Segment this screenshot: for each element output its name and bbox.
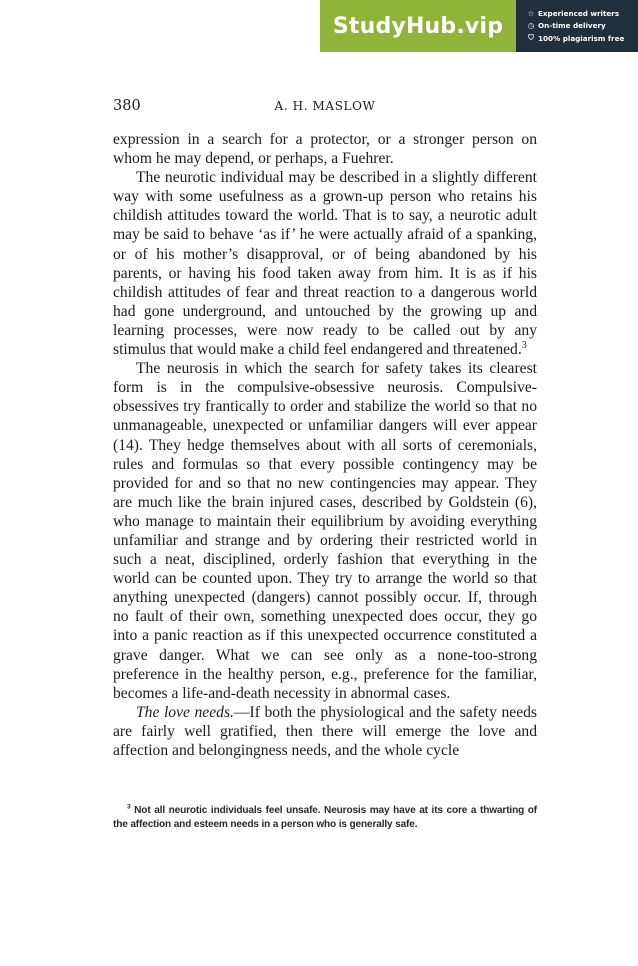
page-header [113,98,537,116]
feature-label: Experienced writers [538,9,620,18]
paragraph-text: The neurotic individual may be described in a slightly different way with some usefulness as a grown-up person who retains his childish attitudes toward the world. That is to say, a neurotic adult may be said to behave ‘as if’ he were actually afraid of a spanking, or of his mother’s disapproval, or of being abandoned by his parents, or having his food taken away from him. It is as if his childish attitudes of fear and threat reaction to a dangerous world had gone underground, and untouched by the growing up and learning processes, were now ready to be called out by any stimulus that would make a child feel endangered and threatened. [113,169,537,359]
promo-banner[interactable] [320,0,638,52]
paragraph [113,168,537,359]
feature-plagiarism-free [527,33,638,43]
feature-on-time-delivery [527,21,638,30]
paragraph [113,703,537,760]
footnote-text: Not all neurotic individuals feel unsafe. Neurosis may have at its core a thwarting of the affection and esteem needs in a person who is generally safe. [113,805,537,830]
feature-list [516,0,638,52]
paragraph-text: —If both the physiological and the safety needs are fairly well gratified, then there will emerge the love and affection and belongingness needs, and the whole cycle [113,703,538,759]
clock-icon: ◷ [527,21,535,30]
paragraph-text: The neurosis in which the search for safety takes its clearest form is in the compulsive-obsessive neurosis. Compulsive-obsessives try frantically to order and stabilize the world so that no unmanageable, unexpected or unfamiliar dangers will ever appear (14). They hedge themselves about with all sorts of ceremonials, rules and formulas so that every possible contingency may be provided for and so that no new contingencies may appear. They are much like the brain injured cases, described by Goldstein (6), who manage to maintain their equilibrium by avoiding everything unfamiliar and strange and by ordering their restricted world in such a neat, disciplined, orderly fashion that everything in the world can be counted upon. They try to arrange the world so that anything unexpected (dangers) cannot possibly occur. If, through no fault of their own, something unexpected does occur, they go into a panic reaction as if this unexpected occurrence constituted a grave danger. What we can see only as a none-too-strong preference in the healthy person, e.g., preference for the familiar, becomes a life-and-death necessity in abnormal cases. [113,360,537,702]
feature-label: On-time delivery [538,21,606,30]
running-head: A. H. MASLOW [274,99,376,113]
footnote [113,804,537,832]
paragraph [113,130,537,168]
brand-logo[interactable]: StudyHub.vip [320,0,516,52]
page-number: 380 [113,98,141,114]
footnote-ref: 3 [521,339,527,351]
section-run-in-heading: The love needs. [136,703,234,721]
feature-experienced-writers [527,9,638,18]
feature-label: 100% plagiarism free [538,33,625,43]
paragraph-text: expression in a search for a protector, or a stronger person on whom he may depend, or perhaps, a Fuehrer. [113,131,537,168]
body-text [113,130,537,760]
star-icon: ☆ [527,9,535,18]
paragraph [113,359,537,703]
shield-check-icon: ⛉ [528,33,534,42]
footnote-marker: 3 [127,803,131,811]
